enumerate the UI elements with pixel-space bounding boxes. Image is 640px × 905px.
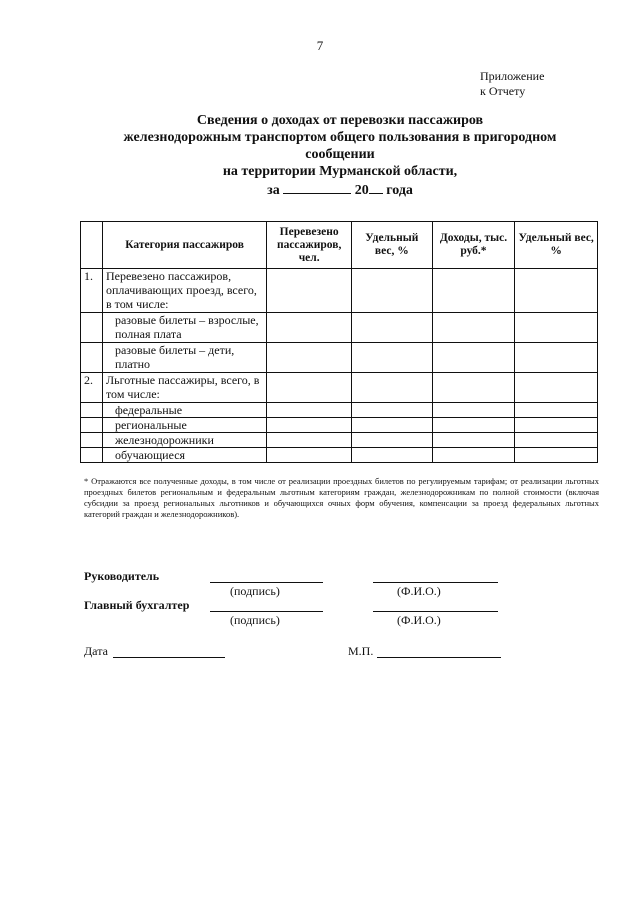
cell-income[interactable] <box>432 433 515 448</box>
table-row <box>81 343 598 373</box>
date-label: Дата <box>84 644 108 658</box>
cell-share-2[interactable] <box>515 433 598 448</box>
cell-income[interactable] <box>432 343 515 373</box>
cell-share-1[interactable] <box>352 448 433 463</box>
cell-share-2[interactable] <box>515 313 598 343</box>
table-row <box>81 433 598 448</box>
cell-transported[interactable] <box>267 448 352 463</box>
table-row <box>81 418 598 433</box>
cell-income[interactable] <box>432 403 515 418</box>
cell-transported[interactable] <box>267 418 352 433</box>
cell-transported[interactable] <box>267 343 352 373</box>
row-label: железнодорожники <box>102 433 266 448</box>
cell-share-1[interactable] <box>352 403 433 418</box>
cell-income[interactable] <box>432 448 515 463</box>
cell-income[interactable] <box>432 418 515 433</box>
stamp-label: М.П. <box>348 644 374 658</box>
header-transported: Перевезено пассажиров, чел. <box>267 222 352 269</box>
cell-transported[interactable] <box>267 313 352 343</box>
accountant-label: Главный бухгалтер <box>84 598 190 612</box>
title-period-prefix: за <box>267 183 280 198</box>
cell-transported[interactable] <box>267 403 352 418</box>
appendix-note <box>480 69 544 99</box>
appendix-line-1: Приложение <box>480 69 545 83</box>
cell-share-2[interactable] <box>515 373 598 403</box>
head-label: Руководитель <box>84 569 160 583</box>
accountant-signature-line[interactable] <box>210 611 323 612</box>
head-signature-line[interactable] <box>210 582 323 583</box>
stamp-line[interactable] <box>377 657 501 658</box>
row-label: Перевезено пассажиров, оплачивающих проезд, всего, в том числе: <box>102 269 266 313</box>
title-line-4: на территории Мурманской области, <box>222 164 458 179</box>
title-line-2: железнодорожным транспортом общего пользования в пригородном <box>123 130 557 145</box>
cell-income[interactable] <box>432 373 515 403</box>
table-row <box>81 403 598 418</box>
cell-share-1[interactable] <box>352 433 433 448</box>
row-num <box>81 448 103 463</box>
table-row <box>81 448 598 463</box>
cell-transported[interactable] <box>267 269 352 313</box>
row-label: Льготные пассажиры, всего, в том числе: <box>102 373 266 403</box>
date-line[interactable] <box>113 657 225 658</box>
row-label: разовые билеты – взрослые, полная плата <box>102 313 266 343</box>
title-year-suffix: года <box>386 183 413 198</box>
header-category: Категория пассажиров <box>102 222 266 269</box>
appendix-line-2: к Отчету <box>480 84 526 98</box>
table-row <box>81 269 598 313</box>
cell-income[interactable] <box>432 313 515 343</box>
cell-share-2[interactable] <box>515 403 598 418</box>
cell-share-2[interactable] <box>515 269 598 313</box>
row-label: региональные <box>102 418 266 433</box>
cell-income[interactable] <box>432 269 515 313</box>
header-share-2: Удельный вес, % <box>515 222 598 269</box>
period-blank[interactable] <box>283 180 351 194</box>
title-line-5 <box>60 180 620 199</box>
title-year-prefix: 20 <box>354 183 369 198</box>
year-blank[interactable] <box>369 180 383 194</box>
header-share-1: Удельный вес, % <box>352 222 433 269</box>
row-num <box>81 403 103 418</box>
cell-share-2[interactable] <box>515 343 598 373</box>
row-num <box>81 343 103 373</box>
cell-share-1[interactable] <box>352 343 433 373</box>
head-name-hint: (Ф.И.О.) <box>397 584 441 598</box>
row-num <box>81 418 103 433</box>
header-income: Доходы, тыс. руб.* <box>432 222 515 269</box>
row-num: 2. <box>81 373 103 403</box>
cell-share-2[interactable] <box>515 448 598 463</box>
cell-share-1[interactable] <box>352 313 433 343</box>
table-row <box>81 373 598 403</box>
income-table <box>80 221 598 463</box>
row-label: обучающиеся <box>102 448 266 463</box>
accountant-name-line[interactable] <box>373 611 498 612</box>
footnote: * Отражаются все полученные доходы, в том числе от реализации проездных билетов по регулируемым тарифам; от реализации льготных проездных билетов региональным и федеральным льготным категориям граждан, железнодорожникам по полной стоимости (включая субсидии за проезд региональных льготников и обучающихся очных форм обучения, компенсации за проезд федеральных льготных категорий граждан и железнодорожников). <box>84 476 599 519</box>
accountant-name-hint: (Ф.И.О.) <box>397 613 441 627</box>
cell-share-1[interactable] <box>352 269 433 313</box>
page-number: 7 <box>316 38 324 53</box>
cell-share-1[interactable] <box>352 373 433 403</box>
row-num <box>81 433 103 448</box>
row-label: федеральные <box>102 403 266 418</box>
document-title <box>60 112 620 199</box>
cell-transported[interactable] <box>267 373 352 403</box>
table-header-row <box>81 222 598 269</box>
table-row <box>81 313 598 343</box>
title-line-1: Сведения о доходах от перевозки пассажиров <box>196 113 484 128</box>
accountant-signature-hint: (подпись) <box>230 613 280 627</box>
cell-transported[interactable] <box>267 433 352 448</box>
row-num <box>81 313 103 343</box>
row-label: разовые билеты – дети, платно <box>102 343 266 373</box>
head-signature-hint: (подпись) <box>230 584 280 598</box>
row-num: 1. <box>81 269 103 313</box>
cell-share-1[interactable] <box>352 418 433 433</box>
cell-share-2[interactable] <box>515 418 598 433</box>
head-name-line[interactable] <box>373 582 498 583</box>
title-line-3: сообщении <box>305 147 375 162</box>
header-num <box>81 222 103 269</box>
